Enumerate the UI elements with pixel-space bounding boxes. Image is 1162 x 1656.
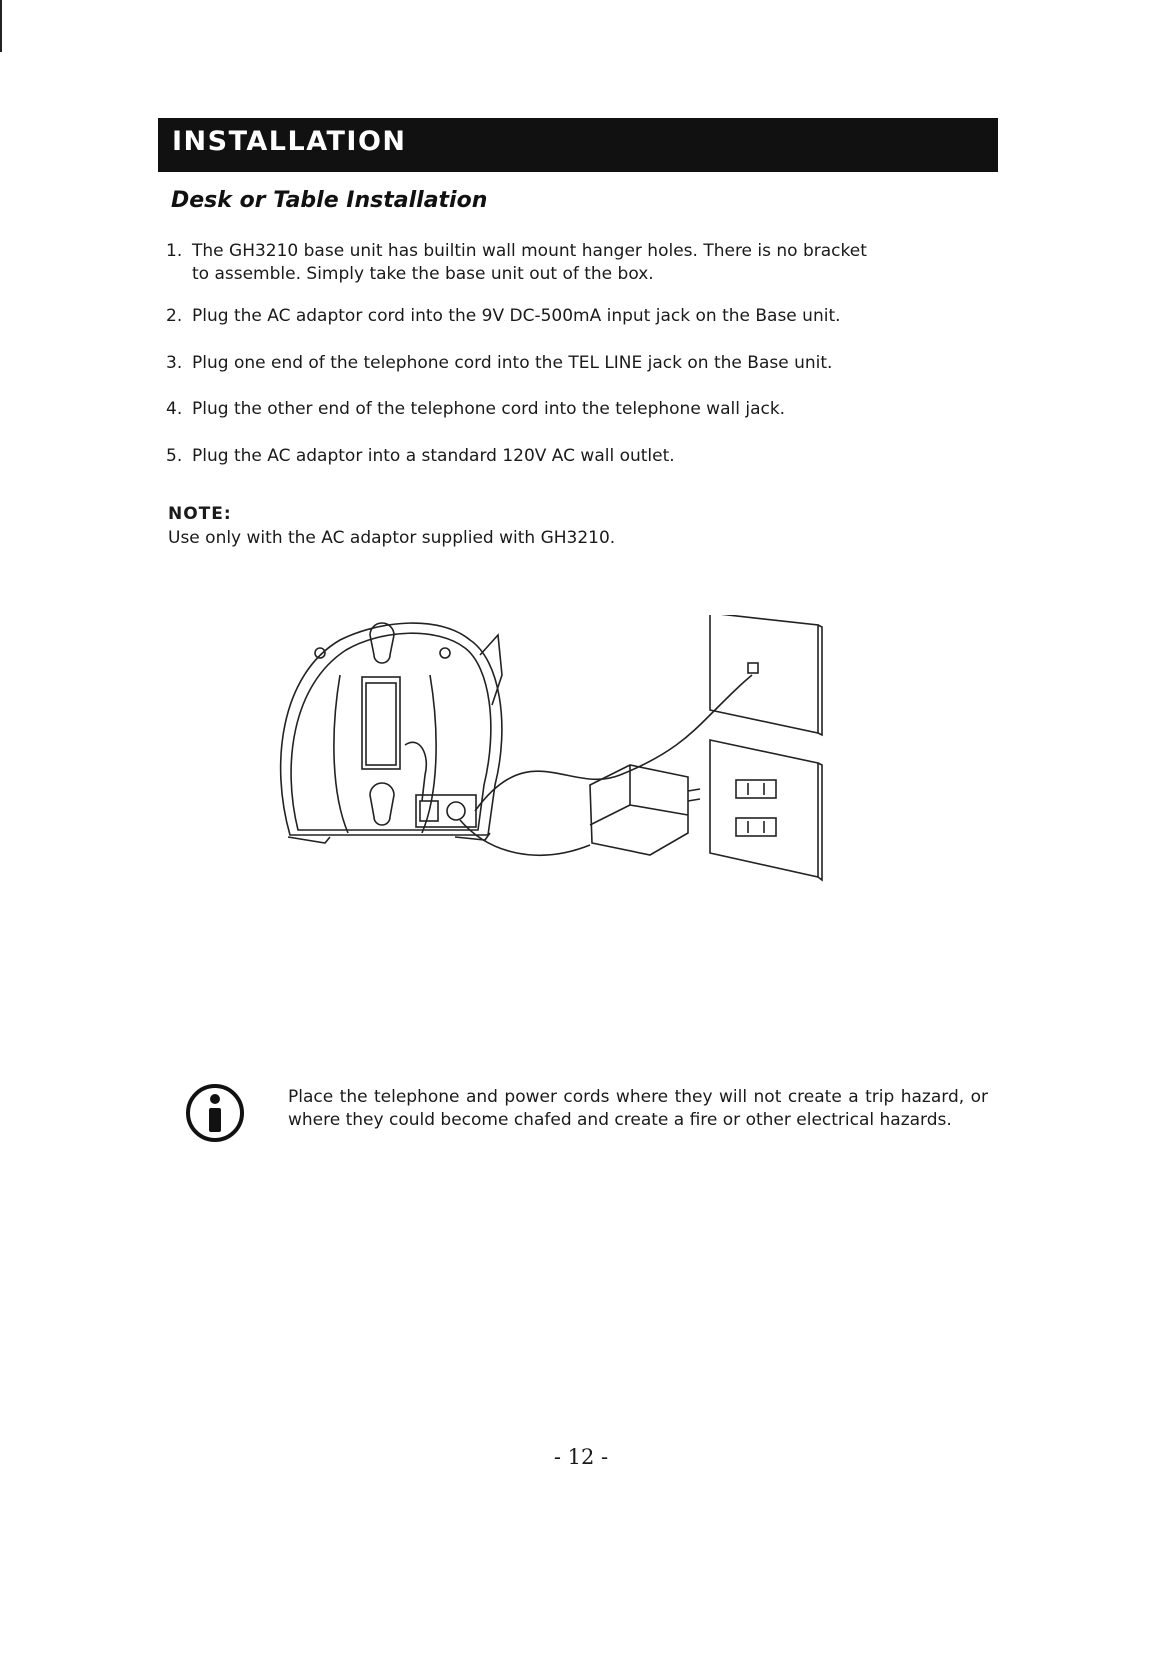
note-label: NOTE: [168, 504, 232, 524]
step-item [166, 398, 785, 421]
step-number: 3. [166, 353, 183, 373]
step-item [166, 445, 675, 468]
step-item [166, 352, 832, 375]
base-unit-outline [281, 623, 502, 835]
step-item [166, 240, 867, 286]
hanger-hole-top [370, 623, 394, 663]
power-jack [447, 802, 465, 820]
section-header-bar [158, 118, 998, 172]
outlet-socket [736, 780, 776, 798]
ac-adaptor [590, 765, 688, 855]
step-text: The GH3210 base unit has builtin wall mount hanger holes. There is no bracket [192, 241, 867, 261]
step-text: Plug one end of the telephone cord into the TEL LINE jack on the Base unit. [192, 353, 833, 373]
step-item [166, 305, 841, 328]
label-panel [366, 683, 396, 765]
installation-illustration [270, 615, 880, 935]
subsection-title: Desk or Table Installation [171, 188, 488, 213]
step-text-continued: to assemble. Simply take the base unit out of the box. [192, 264, 654, 284]
page-number: - 12 - [553, 1445, 609, 1469]
step-text: Plug the AC adaptor cord into the 9V DC-500mA input jack on the Base unit. [192, 306, 841, 326]
outlet-socket [736, 818, 776, 836]
step-text: Plug the other end of the telephone cord into the telephone wall jack. [192, 399, 786, 419]
wall-phone-jack-plate [710, 615, 818, 733]
step-number: 2. [166, 306, 183, 326]
note-text: Use only with the AC adaptor supplied with GH3210. [168, 528, 616, 548]
step-number: 4. [166, 399, 183, 419]
info-icon [184, 1082, 246, 1144]
step-number: 5. [166, 446, 183, 466]
step-text: Plug the AC adaptor into a standard 120V AC wall outlet. [192, 446, 675, 466]
wall-outlet-plate [710, 740, 818, 877]
section-header-title: INSTALLATION [172, 126, 407, 157]
hanger-hole-bottom [370, 783, 394, 825]
step-number: 1. [166, 241, 183, 261]
safety-warning-text: Place the telephone and power cords where they will not create a trip hazard, or where they could become chafed and create a fire or other electrical hazards. [288, 1087, 988, 1130]
scan-edge-mark [0, 0, 2, 52]
